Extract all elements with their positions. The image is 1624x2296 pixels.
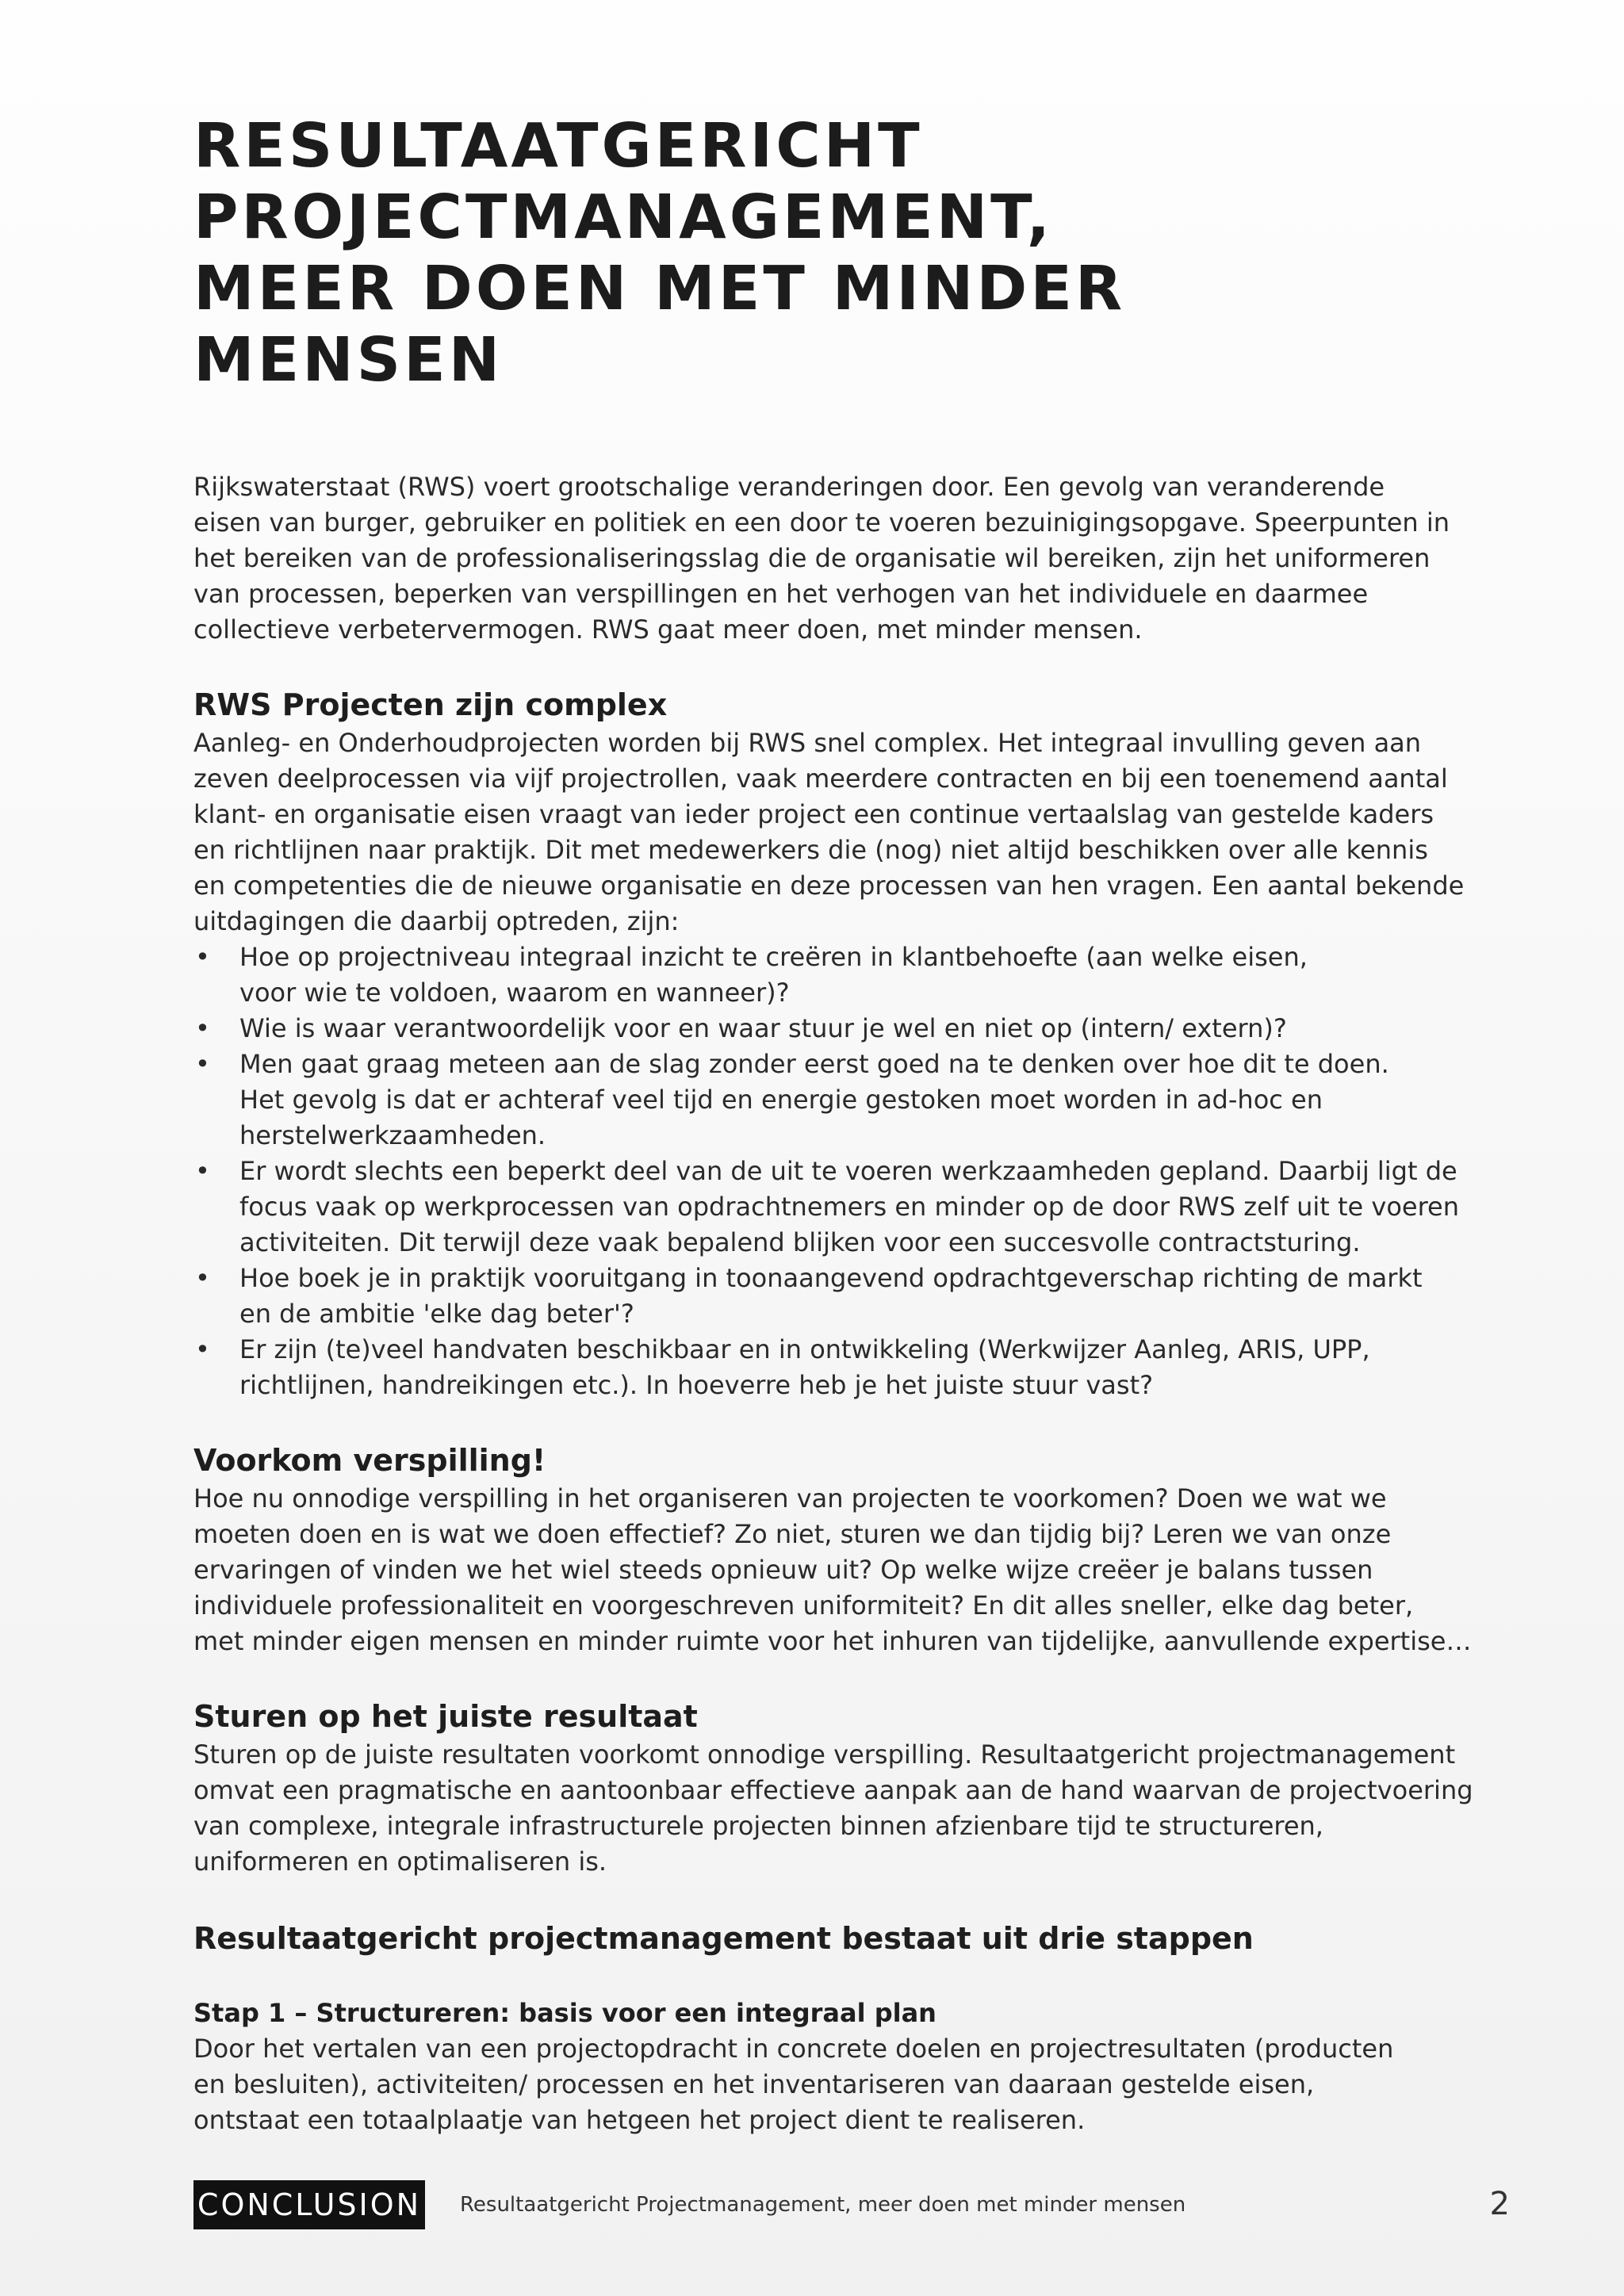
text-line: en richtlijnen naar praktijk. Dit met medewerkers die (nog) niet altijd beschikken over alle kennis xyxy=(193,835,1428,865)
text-line: herstelwerkzaamheden. xyxy=(239,1120,546,1150)
list-item xyxy=(193,1047,1399,1154)
text-line: Rijkswaterstaat (RWS) voert grootschalige veranderingen door. Een gevolg van veranderende xyxy=(193,472,1385,502)
text-line: uitdagingen die daarbij optreden, zijn: xyxy=(193,906,680,936)
text-line: Het gevolg is dat er achteraf veel tijd en energie gestoken moet worden in ad-hoc en xyxy=(239,1085,1323,1115)
conclusion-logo: CONCLUSION xyxy=(193,2180,425,2229)
challenge-list xyxy=(193,939,1459,1403)
section-steps xyxy=(193,1918,1399,2138)
page-footer xyxy=(193,2180,1510,2229)
text-line: met minder eigen mensen en minder ruimte voor het inhuren van tijdelijke, aanvullende expertise… xyxy=(193,1626,1472,1656)
section-complex xyxy=(193,684,1465,1403)
text-line: Wie is waar verantwoordelijk voor en waar stuur je wel en niet op (intern/ extern)? xyxy=(239,1013,1287,1043)
bullet-icon: • xyxy=(195,942,210,972)
bullet-icon: • xyxy=(195,1334,210,1364)
text-line: Er zijn (te)veel handvaten beschikbaar en in ontwikkeling (Werkwijzer Aanleg, ARIS, UPP, xyxy=(239,1334,1370,1364)
intro-paragraph xyxy=(193,469,1450,648)
title-line: MEER DOEN MET MINDER MENSEN xyxy=(193,254,1126,396)
bullet-icon: • xyxy=(195,1156,210,1186)
page-number: 2 xyxy=(1489,2186,1510,2222)
section-heading: Voorkom verspilling! xyxy=(193,1443,546,1478)
section-result xyxy=(193,1696,1473,1880)
text-line: en competenties die de nieuwe organisatie en deze processen van hen vragen. Een aantal bekende xyxy=(193,871,1465,901)
section-waste xyxy=(193,1440,1472,1659)
section-heading: RWS Projecten zijn complex xyxy=(193,687,668,722)
list-item xyxy=(193,939,1399,1011)
text-line: focus vaak op werkprocessen van opdrachtnemers en minder op de door RWS zelf uit te voeren xyxy=(239,1192,1459,1222)
text-line: moeten doen en is wat we doen effectief? Zo niet, sturen we dan tijdig bij? Leren we van onze xyxy=(193,1519,1392,1549)
text-line: uniformeren en optimaliseren is. xyxy=(193,1846,607,1877)
step-paragraph xyxy=(193,2031,1399,2138)
intro-section xyxy=(193,469,1450,648)
section-heading: Resultaatgericht projectmanagement bestaat uit drie stappen xyxy=(193,1921,1254,1956)
section-paragraph xyxy=(193,1737,1473,1880)
text-line: Er wordt slechts een beperkt deel van de uit te voeren werkzaamheden gepland. Daarbij ligt de xyxy=(239,1156,1457,1186)
text-line: van processen, beperken van verspillingen en het verhogen van het individuele en daarmee xyxy=(193,579,1369,609)
running-title: Resultaatgericht Projectmanagement, meer doen met minder mensen xyxy=(460,2193,1186,2217)
text-line: eisen van burger, gebruiker en politiek en een door te voeren bezuinigingsopgave. Speerpunten in xyxy=(193,507,1450,538)
text-line: Door het vertalen van een projectopdracht in concrete doelen en projectresultaten (producten xyxy=(193,2034,1394,2064)
text-line: collectieve verbetervermogen. RWS gaat meer doen, met minder mensen. xyxy=(193,614,1143,645)
text-line: klant- en organisatie eisen vraagt van ieder project een continue vertaalslag van gestelde kaders xyxy=(193,799,1434,829)
section-paragraph xyxy=(193,1481,1472,1659)
text-line: Men gaat graag meteen aan de slag zonder eerst goed na te denken over hoe dit te doen. xyxy=(239,1049,1389,1079)
text-line: en besluiten), activiteiten/ processen en het inventariseren van daaraan gestelde eisen, xyxy=(193,2069,1315,2099)
text-line: voor wie te voldoen, waarom en wanneer)? xyxy=(239,978,790,1008)
list-item xyxy=(193,1011,1399,1047)
bullet-icon: • xyxy=(195,1049,210,1079)
step-heading: Stap 1 – Structureren: basis voor een integraal plan xyxy=(193,1998,936,2028)
text-line: van complexe, integrale infrastructurele projecten binnen afzienbare tijd te structureren, xyxy=(193,1811,1323,1841)
list-item xyxy=(193,1154,1459,1261)
list-item xyxy=(193,1261,1423,1332)
text-line: Hoe op projectniveau integraal inzicht te creëren in klantbehoefte (aan welke eisen, xyxy=(239,942,1308,972)
text-line: ervaringen of vinden we het wiel steeds opnieuw uit? Op welke wijze creëer je balans tussen xyxy=(193,1555,1373,1585)
text-line: ontstaat een totaalplaatje van hetgeen het project dient te realiseren. xyxy=(193,2105,1086,2135)
text-line: zeven deelprocessen via vijf projectrollen, vaak meerdere contracten en bij een toenemend aantal xyxy=(193,763,1448,794)
text-line: en de ambitie 'elke dag beter'? xyxy=(239,1299,634,1329)
bullet-icon: • xyxy=(195,1263,210,1293)
text-line: Aanleg- en Onderhoudprojecten worden bij RWS snel complex. Het integraal invulling geven aan xyxy=(193,728,1422,758)
bullet-icon: • xyxy=(195,1013,210,1043)
text-line: het bereiken van de professionaliseringsslag die de organisatie wil bereiken, zijn het uniformeren xyxy=(193,543,1431,573)
text-line: richtlijnen, handreikingen etc.). In hoeverre heb je het juiste stuur vast? xyxy=(239,1370,1154,1400)
section-paragraph xyxy=(193,725,1465,939)
title-line: RESULTAATGERICHT xyxy=(193,111,923,182)
text-line: omvat een pragmatische en aantoonbaar effectieve aanpak aan de hand waarvan de projectvoering xyxy=(193,1775,1473,1805)
title-line: PROJECTMANAGEMENT, xyxy=(193,182,1053,253)
text-line: Sturen op de juiste resultaten voorkomt onnodige verspilling. Resultaatgericht projectmanagement xyxy=(193,1739,1456,1770)
list-item xyxy=(193,1332,1399,1403)
text-line: activiteiten. Dit terwijl deze vaak bepalend blijken voor een succesvolle contractsturing. xyxy=(239,1227,1361,1257)
text-line: Hoe boek je in praktijk vooruitgang in toonaangevend opdrachtgeverschap richting de markt xyxy=(239,1263,1423,1293)
text-line: individuele professionaliteit en voorgeschreven uniformiteit? En dit alles sneller, elke dag beter, xyxy=(193,1590,1414,1621)
section-heading: Sturen op het juiste resultaat xyxy=(193,1699,698,1734)
text-line: Hoe nu onnodige verspilling in het organiseren van projecten te voorkomen? Doen we wat we xyxy=(193,1483,1387,1513)
page-title xyxy=(193,111,1399,396)
document-body xyxy=(193,111,1473,2138)
